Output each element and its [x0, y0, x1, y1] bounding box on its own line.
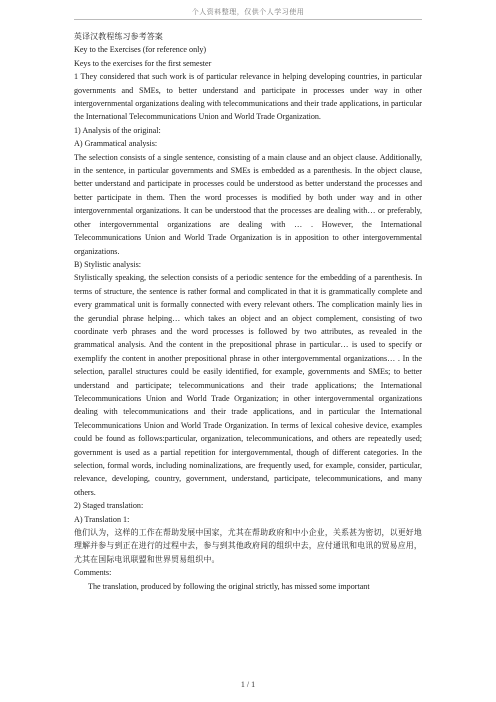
- exercise-1-text: 1 They considered that such work is of particular relevance in helping developing countries, in particular governments and SMEs, to better understand and participate in processes under way in other intergovernmental organizations dealing with telecommunications and their trade applications, in particular the International Telecommunications Union and World Trade Organization.: [74, 72, 422, 122]
- page-header: 个人资料整理，仅供个人学习使用: [191, 8, 305, 16]
- analysis-heading: 1) Analysis of the original:: [74, 125, 161, 135]
- comments-text: The translation, produced by following the original strictly, has missed some important: [88, 581, 370, 591]
- keys-subtitle: Keys to the exercises for the first semester: [74, 58, 212, 68]
- page-number: 1 / 1: [240, 680, 256, 689]
- staged-translation-heading: 2) Staged translation:: [74, 501, 144, 511]
- stylistic-analysis-text: Stylistically speaking, the selection consists of a periodic sentence for the embedding of a parenthesis. In terms of structure, the sentence is rather formal and complicated in that it is grammatically complete and every grammatical unit is formally connected with every relevant others. The complication mainly lies in the gerundial phrase helping… which takes an object and an object complement, consisting of two coordinate verb phrases and the word processes is followed by two attributes, as revealed in the grammatical analysis. And the content in the prepositional phrase in particular… is used to specify or exemplify the content in another prepositional phrase in other intergovernmental organizations… . In the selection, parallel structures could be easily identified, for example, governments and SMEs; to better understand and participate; telecommunications and their trade applications; the International Telecommunications Union and World Trade Organization; in other intergovernmental organizations dealing with telecommunications and their trade applications, and in particular the International Telecommunications Union and World Trade Organization. In terms of lexical cohesive device, examples could be found as follows:particular, organization, telecommunications, and others are repeatedly used; government is used as a partial repetition for intergovernmental, though of different categories. In the selection, formal words, including nominalizations, are frequently used, for example, consider, particular, relevance, developing, country, government, understand, participate, telecommunications, and many others.: [74, 273, 422, 497]
- grammar-analysis-text: The selection consists of a single sentence, consisting of a main clause and an object clause. Additionally, in the sentence, in particular governments and SMEs is embedded as a parenthesis. In the object clause, better understand and participate in processes could be understood as better understand the processes and better participate in them. Then the word processes is modified by both under way and in other intergovernmental organizations. It can be understood that the processes are dealing with… or preferably, other intergovernmental organizations are dealing with … . However, the International Telecommunications Union and World Trade Organization is in apposition to other intergovernmental organizations.: [74, 152, 422, 256]
- document-title: 英译汉教程练习参考答案: [74, 32, 163, 41]
- stylistic-heading: B) Stylistic analysis:: [74, 259, 141, 269]
- header-divider: [74, 19, 422, 20]
- translation-1-text: 他们认为，这样的工作在帮助发展中国家，尤其在帮助政府和中小企业，关系甚为密切，以更好地理解并参与到正在进行的过程中去，参与到其他政府间的组织中去，应付通讯和电讯的贸易应用，尤其在国际电讯联盟和世界贸易组织中。: [74, 528, 422, 564]
- comments-heading: Comments:: [74, 568, 112, 578]
- translation-1-heading: A) Translation 1:: [74, 514, 130, 524]
- document-body: [74, 30, 422, 593]
- grammar-heading: A) Grammatical analysis:: [74, 139, 158, 149]
- keys-title: Key to the Exercises (for reference only): [74, 45, 207, 55]
